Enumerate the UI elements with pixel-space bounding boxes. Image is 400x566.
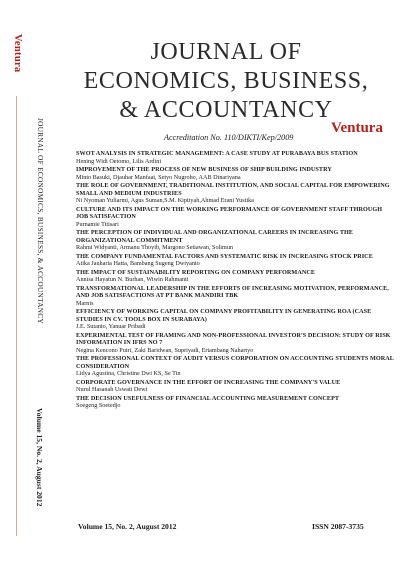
article-title: EFFICIENCY OF WORKING CAPITAL ON COMPANY PROFITABILITY IN GENERATING ROA (CASE STUDIES IN CV. TOOLS BOX IN SURABAYA)	[76, 308, 372, 323]
article-title: THE PERCEPTION OF INDIVIDUAL AND ORGANIZATIONAL CAREERS IN INCREASING THE ORGANIZATIONAL COMMITMENT	[76, 229, 354, 244]
article-authors: Nurul Hasanah Uswati Dewi	[76, 386, 148, 393]
article-authors: Hening Widi Oetomo, Lilis Ardini	[76, 157, 162, 165]
article-title: TRANSFORMATIONAL LEADERSHIP IN THE EFFORTS OF INCREASING MOTIVATION, PERFORMANCE, AND JOB SATISFACTIONS AT PT BANK MANDIRI TBK	[76, 284, 389, 299]
journal-title-line-3: & ACCOUNTANCY	[119, 97, 333, 123]
article-item	[76, 229, 394, 252]
article-title: THE COMPANY FUNDAMENTAL FACTORS AND SYSTEMATIC RISK IN INCREASING STOCK PRICE	[76, 252, 373, 260]
article-authors: J.E. Sutanto, Yanuar Pribadi	[76, 323, 146, 330]
spine-journal-title: JOURNAL OF ECONOMICS, BUSINESS, & ACCOUNTANCY	[36, 118, 44, 324]
article-item	[76, 285, 394, 308]
article-authors: Atika Jauharia Hatta, Bambang Sugeng Dwiyanto	[76, 260, 200, 267]
footer-issn: ISSN 2087-3735	[312, 522, 364, 531]
article-title: THE IMPACT OF SUSTAINABILITY REPORTING ON COMPANY PERFORMANCE	[76, 268, 316, 276]
article-item	[76, 253, 394, 268]
article-authors: Annisa Hayatun N. Burhan, Wiwin Rahmanti	[76, 276, 189, 283]
spine-brand: Ventura	[12, 34, 23, 73]
article-title: SWOT ANALYSIS IN STRATEGIC MANAGEMENT: A CASE STUDY AT PURABAYA BUS STATION	[76, 150, 358, 157]
article-item	[76, 395, 394, 410]
journal-title-line-2: ECONOMICS, BUSINESS,	[83, 68, 369, 94]
article-authors: Negina Kencono Putri, Zaki Baridwan, Supriyadi, Ertambang Nahartyo	[76, 346, 254, 354]
article-title: IMPROVEMENT OF THE PROCESS OF NEW BUSINESS OF SHIP BUILDING INDUSTRY	[76, 166, 332, 173]
article-item	[76, 355, 394, 378]
table-of-contents	[76, 150, 394, 411]
footer-volume: Volume 15, No. 2, August 2012	[78, 522, 177, 531]
article-authors: Ni Nyoman Yuliarmi, Agus Suman,S.M. Kiptiyah,Ahmad Erani Yustika	[76, 197, 254, 204]
article-item	[76, 332, 394, 355]
article-authors: Purnamie Titisari	[76, 220, 119, 228]
article-item	[76, 269, 394, 284]
article-item	[76, 150, 394, 165]
spine-volume: Volume 15, No. 2, August 2012	[35, 408, 44, 507]
accreditation: Accreditation No. 110/DIKTI/Kep/2009	[164, 133, 294, 142]
article-item	[76, 379, 394, 394]
article-authors: Rahmi Widyanti, Armanu Thoyib, Margono Setiawan, Solimun	[76, 244, 234, 251]
article-item	[76, 182, 394, 205]
article-title: THE DECISION USEFULNESS OF FINANCIAL ACCOUNTING MEASUREMENT CONCEPT	[76, 394, 340, 402]
article-authors: Marnis	[76, 299, 94, 307]
brand-mark: Ventura	[331, 120, 383, 136]
article-title: CORPORATE GOVERNANCE IN THE EFFORT OF INCREASING THE COMPANY'S VALUE	[76, 378, 341, 386]
article-authors: Soegeng Soetedjo	[76, 402, 121, 409]
article-item	[76, 308, 394, 331]
article-title: CULTURE AND ITS IMPACT ON THE WORKING PERFORMANCE OF GOVERNMENT STAFF THROUGH JOB SATISFACTION	[76, 205, 383, 220]
article-title: EXPERIMENTAL TEST OF FRAMING AND NON-PROFESSIONAL INVESTOR'S DECISION: STUDY OF RISK INFORMATION IN IFRS NO 7	[76, 331, 391, 346]
article-title: THE ROLE OF GOVERNMENT, TRADITIONAL INSTITUTION, AND SOCIAL CAPITAL FOR EMPOWERING SMALL AND MEDIUM INDUSTRIES	[76, 182, 390, 197]
article-authors: Lidya Agustina, Christine Dwi KS, Se Tin	[76, 370, 181, 377]
article-item	[76, 206, 394, 229]
spine-divider	[16, 96, 17, 536]
article-title: THE PROFESSIONAL CONTEXT OF AUDIT VERSUS CORPORATION ON ACCOUNTING STUDENTS MORAL CONSIDERATION	[76, 355, 394, 370]
journal-title	[66, 38, 386, 125]
article-authors: Minto Basuki, Djauhar Manfaat, Setyo Nugroho, AAB Dinariyana	[76, 173, 241, 181]
journal-title-line-1: JOURNAL OF	[150, 39, 302, 65]
article-item	[76, 166, 394, 181]
